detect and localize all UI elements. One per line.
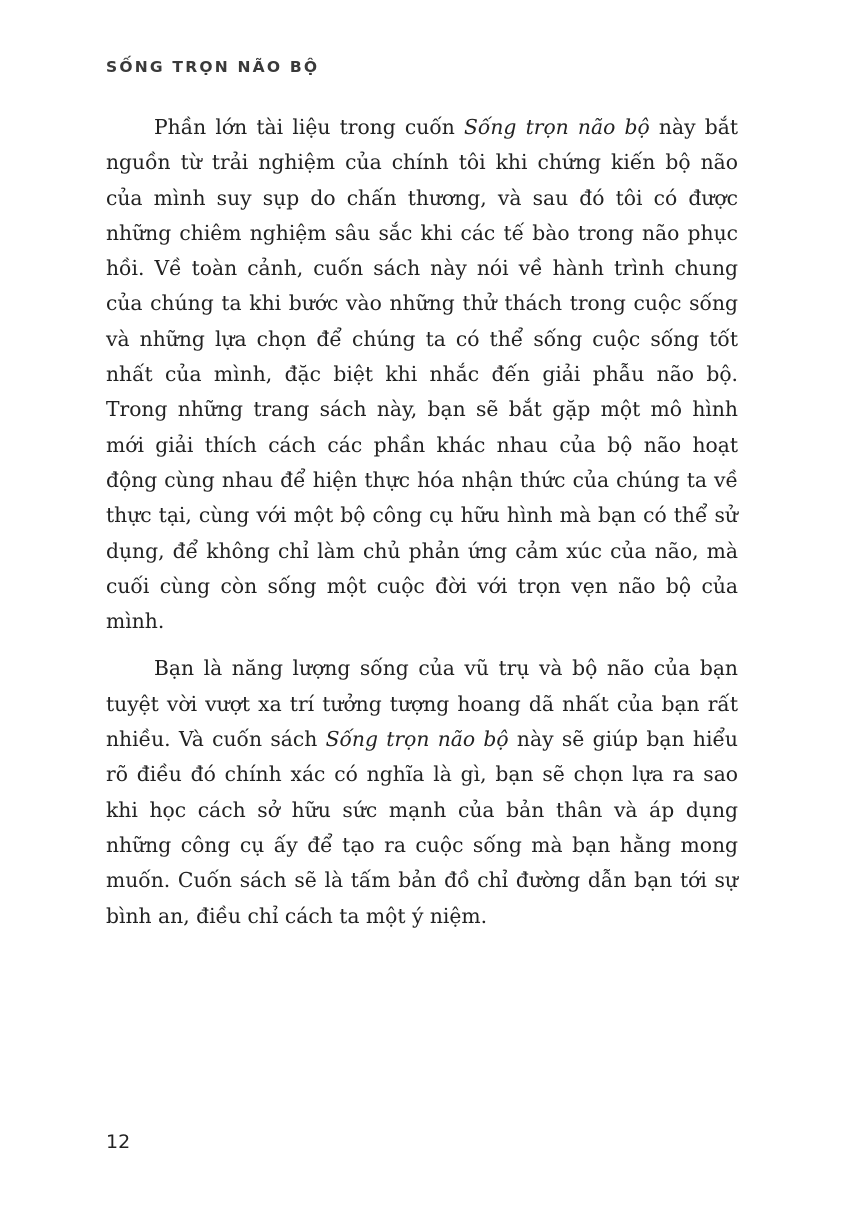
page-number: 12 — [106, 1131, 131, 1153]
paragraph-2-text-end: này sẽ giúp bạn hiểu rõ điều đó chính xác có nghĩa là gì, bạn sẽ chọn lựa ra sao khi học cách sở hữu sức mạnh của bản thân và áp dụng những công cụ ấy để tạo ra cuộc sống mà bạn hằng mong muốn. Cuốn sách sẽ là tấm bản đồ chỉ đường dẫn bạn tới sự bình an, điều chỉ cách ta một ý niệm. — [106, 727, 738, 928]
paragraph-2-text-start: Bạn là năng lượng sống của vũ trụ và bộ não của bạn tuyệt vời vượt xa trí tưởng tượng hoang dã nhất của bạn rất nhiều. Và cuốn sách — [106, 656, 738, 752]
running-header-title: SỐNG TRỌN NÃO BỘ — [106, 58, 320, 76]
paragraph-1-text-end: này bắt nguồn từ trải nghiệm của chính tôi khi chứng kiến bộ não của mình suy sụp do chấn thương, và sau đó tôi có được những chiêm nghiệm sâu sắc khi các tế bào trong não phục hồi. Về toàn cảnh, cuốn sách này nói về hành trình chung của chúng ta khi bước vào những thử thách trong cuộc sống và những lựa chọn để chúng ta có thể sống cuộc sống tốt nhất của mình, đặc biệt khi nhắc đến giải phẫu não bộ. Trong những trang sách này, bạn sẽ bắt gặp một mô hình mới giải thích cách các phần khác nhau của bộ não hoạt động cùng nhau để hiện thực hóa nhận thức của chúng ta về thực tại, cùng với một bộ công cụ hữu hình mà bạn có thể sử dụng, để không chỉ làm chủ phản ứng cảm xúc của não, mà cuối cùng còn sống một cuộc đời với trọn vẹn não bộ của mình. — [106, 115, 738, 634]
paragraph-1-book-title: Sống trọn não bộ — [464, 115, 650, 139]
paragraph-1-text-start: Phần lớn tài liệu trong cuốn — [154, 115, 465, 139]
body-text — [106, 110, 738, 946]
paragraph-1 — [106, 110, 738, 639]
paragraph-2 — [106, 651, 738, 933]
paragraph-2-book-title: Sống trọn não bộ — [325, 727, 509, 752]
